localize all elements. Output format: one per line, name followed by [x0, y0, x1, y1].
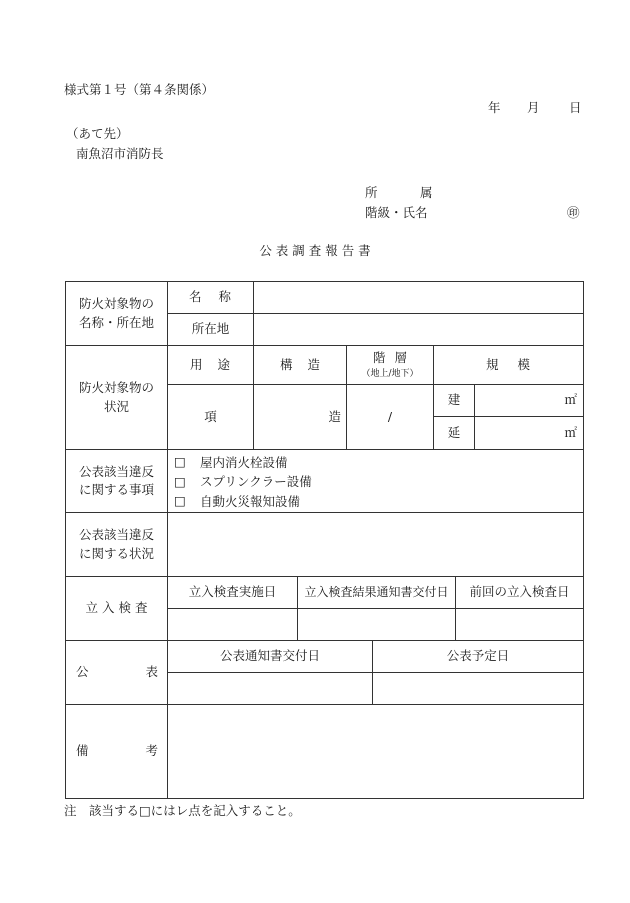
- violation-status-field[interactable]: [168, 513, 583, 576]
- violation-status-header: 公表該当違反 に関する状況: [78, 527, 154, 561]
- previous-inspection-label: 前回の立入検査日: [469, 584, 570, 600]
- inspection-date-field[interactable]: [168, 609, 297, 640]
- total-area-label: 延: [447, 424, 461, 440]
- floors-field[interactable]: [347, 385, 433, 449]
- scheduled-publication-date-label: 公表予定日: [446, 648, 510, 664]
- date-day-label: 日: [569, 100, 582, 115]
- inspection-header: 立 入 検 査: [85, 600, 148, 616]
- building-area-label: 建: [447, 392, 461, 408]
- total-area-unit: ㎡: [564, 424, 577, 440]
- location-field[interactable]: [254, 314, 583, 345]
- equipment-label: 自動火災報知設備: [200, 493, 301, 509]
- use-field[interactable]: [168, 385, 253, 449]
- floors-label: 階 層 （地上/地下）: [361, 350, 419, 379]
- equipment-check-item[interactable]: [174, 491, 574, 511]
- seal-mark: ㊞: [567, 205, 580, 220]
- footnote: 注 該当する□にはレ点を記入すること。: [64, 803, 301, 818]
- addressee: 南魚沼市消防長: [76, 146, 164, 161]
- previous-inspection-field[interactable]: [456, 609, 583, 640]
- building-area-field[interactable]: [475, 385, 583, 416]
- inspection-date-label: 立入検査実施日: [188, 584, 277, 600]
- checkbox[interactable]: □: [174, 473, 186, 489]
- remarks-header: 備 考: [76, 743, 158, 759]
- rank-name-label: 階級・氏名: [365, 205, 428, 220]
- equipment-label: スプリンクラー設備: [200, 474, 312, 490]
- addressee-label: （あて先）: [66, 126, 129, 141]
- structure-suffix: 造: [328, 408, 341, 424]
- equipment-check-item[interactable]: [174, 472, 574, 492]
- form-number: 様式第１号（第４条関係）: [64, 82, 215, 97]
- total-area-field[interactable]: [475, 417, 583, 449]
- publication-notice-date-field[interactable]: [168, 673, 372, 704]
- affiliation-label-2: 属: [420, 185, 433, 200]
- building-area-unit: ㎡: [564, 392, 577, 408]
- status-header: 防火対象物の 状況: [78, 380, 154, 414]
- name-field[interactable]: [254, 282, 583, 313]
- use-label: 用 途: [190, 356, 230, 372]
- checkbox[interactable]: □: [174, 493, 186, 509]
- document-title: 公 表 調 査 報 告 書: [259, 243, 371, 258]
- scheduled-publication-date-field[interactable]: [373, 673, 583, 704]
- structure-label: 構 造: [280, 356, 320, 372]
- equipment-check-item[interactable]: [174, 452, 574, 472]
- result-notice-date-field[interactable]: [298, 609, 455, 640]
- remarks-field[interactable]: [168, 705, 583, 798]
- date-month-label: 月: [527, 100, 540, 115]
- structure-field[interactable]: [254, 385, 346, 449]
- equipment-label: 屋内消火栓設備: [200, 454, 288, 470]
- item-suffix: 項: [204, 408, 217, 424]
- name-label: 名 称: [189, 289, 231, 305]
- publication-notice-date-label: 公表通知書交付日: [219, 648, 320, 664]
- equipment-checklist: [174, 452, 574, 511]
- checkbox[interactable]: □: [174, 454, 186, 470]
- location-label: 所在地: [191, 321, 230, 337]
- date-year-label: 年: [488, 100, 501, 115]
- name-location-header: 防火対象物の 名称・所在地: [78, 296, 154, 330]
- violation-items-header: 公表該当違反 に関する事項: [78, 463, 154, 497]
- scale-label: 規 模: [486, 356, 530, 372]
- result-notice-date-label: 立入検査結果通知書交付日: [304, 584, 449, 599]
- publication-header: 公 表: [76, 664, 158, 680]
- floor-separator: /: [387, 408, 393, 424]
- affiliation-label-1: 所: [365, 185, 378, 200]
